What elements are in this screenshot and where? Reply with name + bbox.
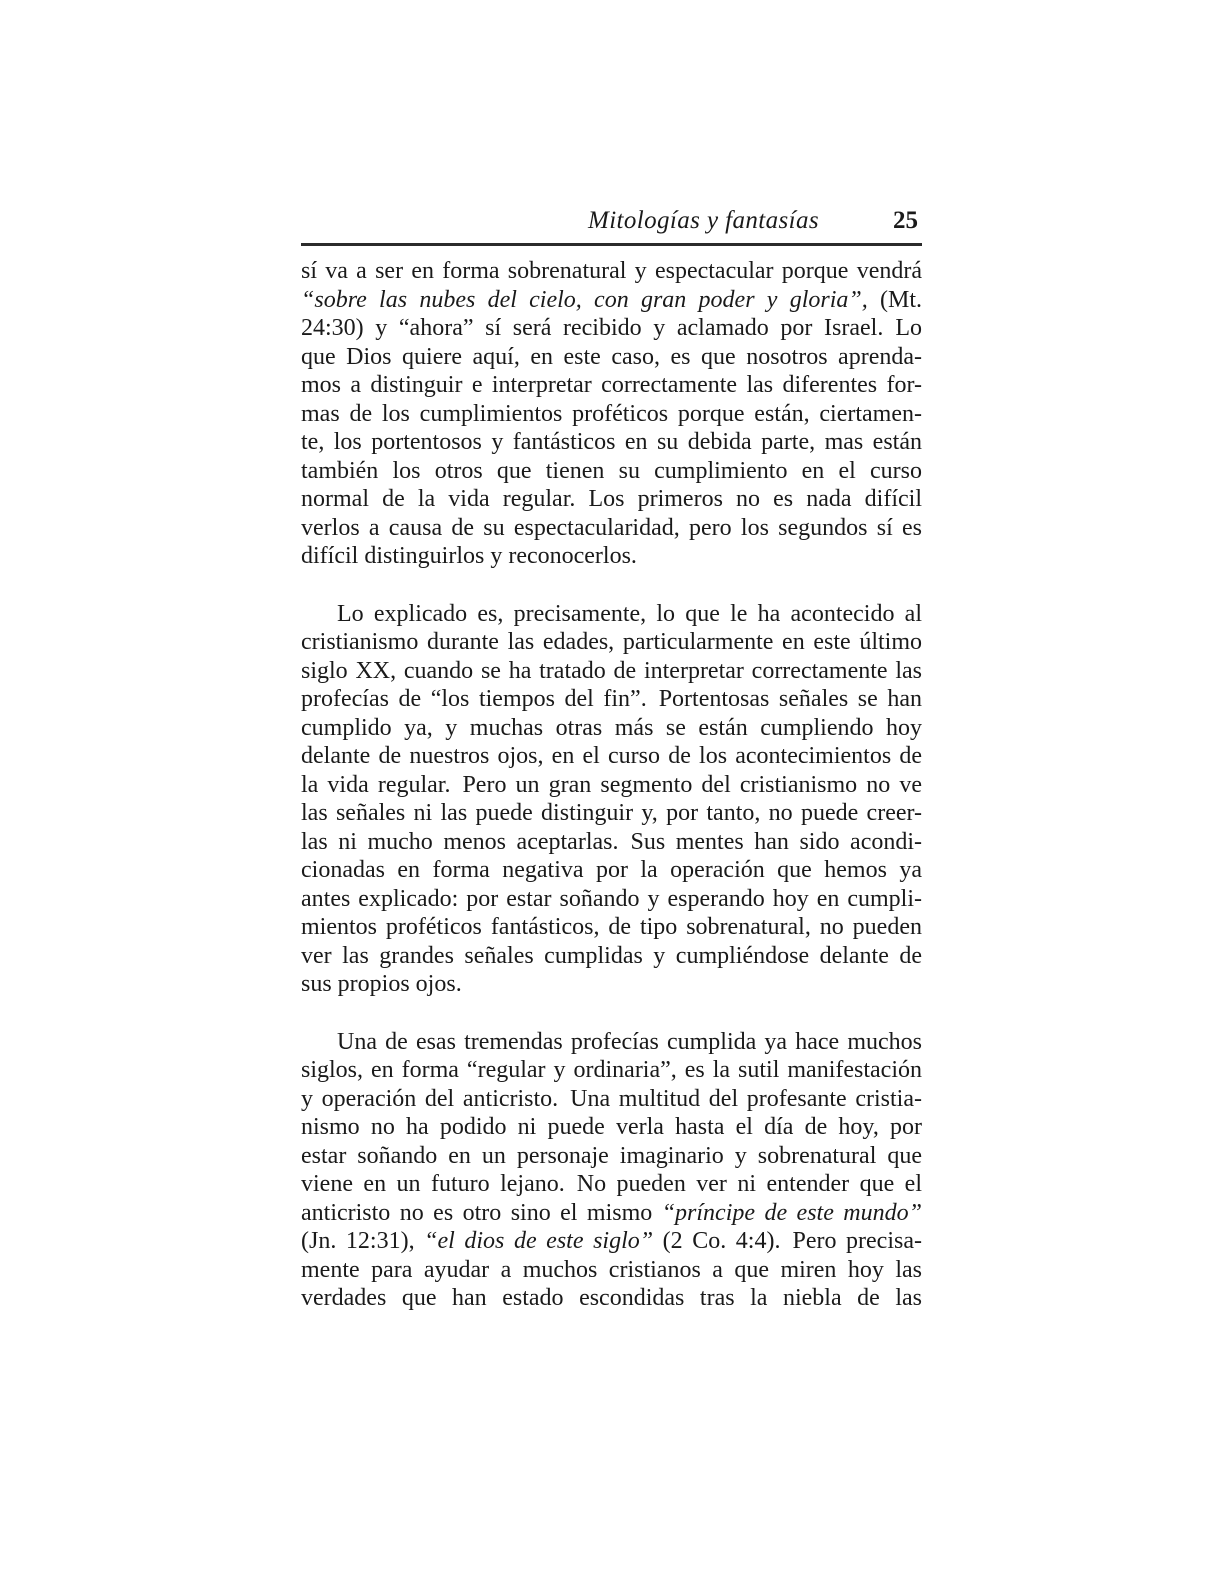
text-segment: cristianismo durante las edades, particularmente en este último [301, 629, 922, 655]
text-line [301, 970, 922, 999]
text-segment: siglo XX, cuando se ha tratado de interpretar correctamente las [301, 657, 922, 684]
paragraph [301, 257, 922, 571]
text-segment: mientos proféticos fantásticos, de tipo sobrenatural, no pueden [301, 914, 922, 940]
text-segment: verlos a causa de su espectacularidad, pero los segundos sí es [301, 514, 922, 541]
text-line [301, 371, 922, 400]
text-line [301, 942, 922, 971]
text-line [301, 856, 922, 885]
text-segment: mente para ayudar a muchos cristianos a que miren hoy las [301, 1256, 922, 1283]
text-segment: ver las grandes señales cumplidas y cumpliéndose delante de [301, 942, 922, 969]
text-line [301, 1028, 922, 1057]
text-segment: también los otros que tienen su cumplimiento en el curso [301, 457, 922, 484]
text-line [301, 542, 922, 571]
italic-text-segment: “el dios de este siglo” [424, 1228, 654, 1254]
text-segment: cionadas en forma negativa por la operación que hemos ya [301, 857, 922, 883]
text-segment: estar soñando en un personaje imaginario y sobrenatural que [301, 1142, 922, 1169]
paragraph [301, 600, 922, 999]
text-segment: profecías de “los tiempos del fin”. Portentosas señales se han [301, 686, 922, 712]
text-segment: y operación del anticristo. Una multitud del profesante cristia- [301, 1085, 922, 1112]
text-line [301, 828, 922, 857]
text-line [301, 714, 922, 743]
text-line [301, 799, 922, 828]
text-segment: sí va a ser en forma sobrenatural y espectacular porque vendrá [301, 258, 922, 284]
paragraph [301, 1028, 922, 1313]
text-segment: verdades que han estado escondidas tras la niebla de las [301, 1285, 922, 1311]
text-line [301, 885, 922, 914]
running-header [301, 206, 922, 236]
text-segment: siglos, en forma “regular y ordinaria”, es la sutil manifestación [301, 1057, 922, 1083]
italic-text-segment: “príncipe de este mundo” [661, 1199, 922, 1226]
text-line [301, 1227, 922, 1256]
text-line [301, 1142, 922, 1171]
text-line [301, 600, 922, 629]
italic-text-segment: “sobre las nubes del cielo, con gran poder y gloria”, [301, 286, 868, 313]
text-line [301, 1199, 922, 1228]
text-segment: cumplido ya, y muchas otras más se están cumpliendo hoy [301, 714, 922, 741]
text-segment: (2 Co. 4:4). Pero precisa- [653, 1228, 922, 1254]
page-number: 25 [893, 207, 918, 234]
text-segment: mas de los cumplimientos proféticos porque están, ciertamen- [301, 400, 922, 427]
text-line [301, 257, 922, 286]
text-segment: anticristo no es otro sino el mismo [301, 1199, 662, 1226]
text-line [301, 1256, 922, 1285]
text-line [301, 428, 922, 457]
text-segment: que Dios quiere aquí, en este caso, es que nosotros aprenda- [301, 343, 922, 370]
text-line [301, 485, 922, 514]
header-rule [301, 243, 922, 246]
text-line [301, 1170, 922, 1199]
body-text [301, 257, 922, 1313]
text-segment: Lo explicado es, precisamente, lo que le ha acontecido al [337, 600, 922, 627]
text-segment: normal de la vida regular. Los primeros no es nada difícil [301, 486, 922, 512]
text-line [301, 1056, 922, 1085]
text-segment: Una de esas tremendas profecías cumplida ya hace muchos [337, 1028, 922, 1055]
text-line [301, 1284, 922, 1313]
text-line [301, 1113, 922, 1142]
text-line [301, 657, 922, 686]
text-line [301, 913, 922, 942]
text-segment: (Jn. 12:31), [301, 1228, 425, 1254]
text-line [301, 400, 922, 429]
text-line [301, 742, 922, 771]
text-segment: antes explicado: por estar soñando y esperando hoy en cumpli- [301, 885, 922, 912]
text-line [301, 628, 922, 657]
text-line [301, 771, 922, 800]
text-line [301, 343, 922, 372]
text-line [301, 514, 922, 543]
header-title: Mitologías y fantasías [587, 207, 819, 234]
text-segment: (Mt. [867, 286, 922, 313]
text-segment: difícil distinguirlos y reconocerlos. [301, 543, 637, 569]
text-segment: las señales ni las puede distinguir y, por tanto, no puede creer- [301, 800, 922, 826]
text-segment: la vida regular. Pero un gran segmento del cristianismo no ve [301, 771, 922, 798]
text-line [301, 286, 922, 315]
text-line [301, 685, 922, 714]
text-line [301, 314, 922, 343]
text-segment: las ni mucho menos aceptarlas. Sus mentes han sido acondi- [301, 828, 922, 855]
text-segment: delante de nuestros ojos, en el curso de los acontecimientos de [301, 743, 922, 769]
text-segment: 24:30) y “ahora” sí será recibido y aclamado por Israel. Lo [301, 315, 922, 341]
text-segment: sus propios ojos. [301, 971, 462, 997]
text-line [301, 457, 922, 486]
text-segment: nismo no ha podido ni puede verla hasta el día de hoy, por [301, 1114, 922, 1140]
text-segment: mos a distinguir e interpretar correctamente las diferentes for- [301, 372, 922, 398]
text-segment: viene en un futuro lejano. No pueden ver ni entender que el [301, 1171, 922, 1197]
text-line [301, 1085, 922, 1114]
content-column [301, 206, 922, 1313]
text-segment: te, los portentosos y fantásticos en su debida parte, mas están [301, 429, 922, 455]
